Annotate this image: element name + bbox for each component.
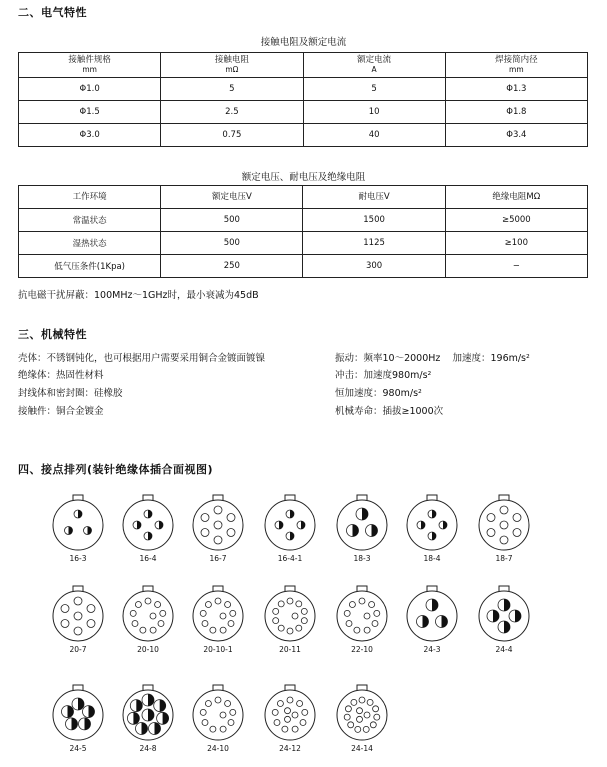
connector-24-5 [50, 682, 106, 753]
table-cell: Φ3.0 [19, 124, 161, 147]
mech-right-line: 振动：频率10～2000Hz 加速度：196m/s² [335, 353, 530, 364]
table-cell: 1125 [303, 232, 445, 255]
connector-16-4 [120, 492, 176, 563]
table-cell: 500 [161, 232, 303, 255]
mech-right-line: 冲击：加速度980m/s² [335, 370, 432, 381]
table-cell: 300 [303, 255, 445, 278]
connector-face-icon [50, 682, 106, 742]
connector-face-icon [334, 583, 390, 643]
connector-face-icon [404, 583, 460, 643]
connector-22-10 [334, 583, 390, 654]
connector-24-10 [190, 682, 246, 753]
table-row [19, 209, 588, 232]
mech-left-line: 绝缘体：热固性材料 [18, 370, 104, 381]
connector-24-8 [120, 682, 176, 753]
connector-face-icon [50, 492, 106, 552]
connector-20-10-1 [190, 583, 246, 654]
connector-label: 16-3 [69, 554, 87, 563]
connector-20-7 [50, 583, 106, 654]
table-cell: 10 [303, 101, 445, 124]
header-cell: 焊接简内径 mm [445, 53, 587, 78]
connector-label: 24-4 [495, 645, 513, 654]
table-cell: ≥5000 [445, 209, 587, 232]
table-cell: 40 [303, 124, 445, 147]
section-title-electrical: 二、电气特性 [18, 6, 87, 19]
mech-left-line: 接触件：铜合金镀金 [18, 406, 104, 417]
table-header-row [19, 53, 588, 78]
connector-label: 20-7 [69, 645, 87, 654]
connector-label: 24-14 [351, 744, 373, 753]
table-row [19, 255, 588, 278]
connector-label: 24-10 [207, 744, 229, 753]
connector-face-icon [262, 583, 318, 643]
connector-16-7 [190, 492, 246, 563]
connector-face-icon [334, 492, 390, 552]
connector-label: 22-10 [351, 645, 373, 654]
table-cell: 常温状态 [19, 209, 161, 232]
table-row [19, 101, 588, 124]
connector-24-14 [334, 682, 390, 753]
mech-right-line: 机械寿命：插拔≥1000次 [335, 406, 444, 417]
connector-label: 24-5 [69, 744, 87, 753]
emi-shielding-note: 抗电磁干扰屏蔽：100MHz～1GHz时，最小衰减为45dB [18, 290, 259, 301]
header-cell: 接触电阻 mΩ [161, 53, 303, 78]
connector-face-icon [404, 492, 460, 552]
header-cell: 额定电压V [161, 186, 303, 209]
connector-18-4 [404, 492, 460, 563]
connector-label: 18-3 [353, 554, 371, 563]
connector-face-icon [262, 492, 318, 552]
table-cell: Φ1.8 [445, 101, 587, 124]
section-title-mechanical: 三、机械特性 [18, 328, 87, 341]
connector-label: 24-8 [139, 744, 157, 753]
table-cell: Φ3.4 [445, 124, 587, 147]
connector-18-3 [334, 492, 390, 563]
table-header-row [19, 186, 588, 209]
connector-18-7 [476, 492, 532, 563]
table-row [19, 232, 588, 255]
connector-face-icon [476, 583, 532, 643]
connector-label: 24-12 [279, 744, 301, 753]
voltage-insulation-table [18, 185, 588, 278]
connector-label: 16-4 [139, 554, 157, 563]
table-cell: − [445, 255, 587, 278]
table-cell: Φ1.3 [445, 78, 587, 101]
table-cell: Φ1.0 [19, 78, 161, 101]
header-cell: 工作环境 [19, 186, 161, 209]
table-row [19, 124, 588, 147]
connector-face-icon [262, 682, 318, 742]
connector-label: 20-10-1 [203, 645, 233, 654]
table-row [19, 78, 588, 101]
connector-face-icon [190, 492, 246, 552]
connector-label: 18-4 [423, 554, 441, 563]
connector-label: 20-11 [279, 645, 301, 654]
connector-face-icon [120, 492, 176, 552]
connector-label: 20-10 [137, 645, 159, 654]
mech-right-line: 恒加速度：980m/s² [335, 388, 422, 399]
table-cell: 5 [161, 78, 303, 101]
table-cell: Φ1.5 [19, 101, 161, 124]
table-cell: 250 [161, 255, 303, 278]
header-cell: 额定电流 A [303, 53, 445, 78]
connector-24-12 [262, 682, 318, 753]
header-cell: 接触件规格 mm [19, 53, 161, 78]
table1-caption: 接触电阻及额定电流 [260, 37, 347, 48]
connector-label: 16-7 [209, 554, 227, 563]
table-cell: ≥100 [445, 232, 587, 255]
connector-20-10 [120, 583, 176, 654]
connector-24-4 [476, 583, 532, 654]
table-cell: 低气压条件(1Kpa) [19, 255, 161, 278]
mech-left-line: 壳体：不锈钢钝化，也可根据用户需要采用铜合金镀面镀镍 [18, 353, 266, 364]
connector-face-icon [50, 583, 106, 643]
mech-left-line: 封线体和密封圈：硅橡胶 [18, 388, 123, 399]
connector-face-icon [120, 682, 176, 742]
header-cell: 耐电压V [303, 186, 445, 209]
connector-16-3 [50, 492, 106, 563]
connector-label: 16-4-1 [277, 554, 303, 563]
connector-face-icon [120, 583, 176, 643]
connector-20-11 [262, 583, 318, 654]
contact-resistance-table [18, 52, 588, 147]
table-cell: 0.75 [161, 124, 303, 147]
table-cell: 5 [303, 78, 445, 101]
table-cell: 2.5 [161, 101, 303, 124]
connector-16-4-1 [262, 492, 318, 563]
table-cell: 500 [161, 209, 303, 232]
table-cell: 1500 [303, 209, 445, 232]
connector-label: 18-7 [495, 554, 513, 563]
connector-label: 24-3 [423, 645, 441, 654]
connector-face-icon [190, 583, 246, 643]
table2-caption: 额定电压、耐电压及绝缘电阻 [241, 172, 366, 183]
table-cell: 湿热状态 [19, 232, 161, 255]
connector-face-icon [334, 682, 390, 742]
connector-24-3 [404, 583, 460, 654]
connector-face-icon [476, 492, 532, 552]
section-title-pin-layout: 四、接点排列(装针绝缘体插合面视图) [18, 463, 214, 476]
header-cell: 绝缘电阻MΩ [445, 186, 587, 209]
connector-face-icon [190, 682, 246, 742]
